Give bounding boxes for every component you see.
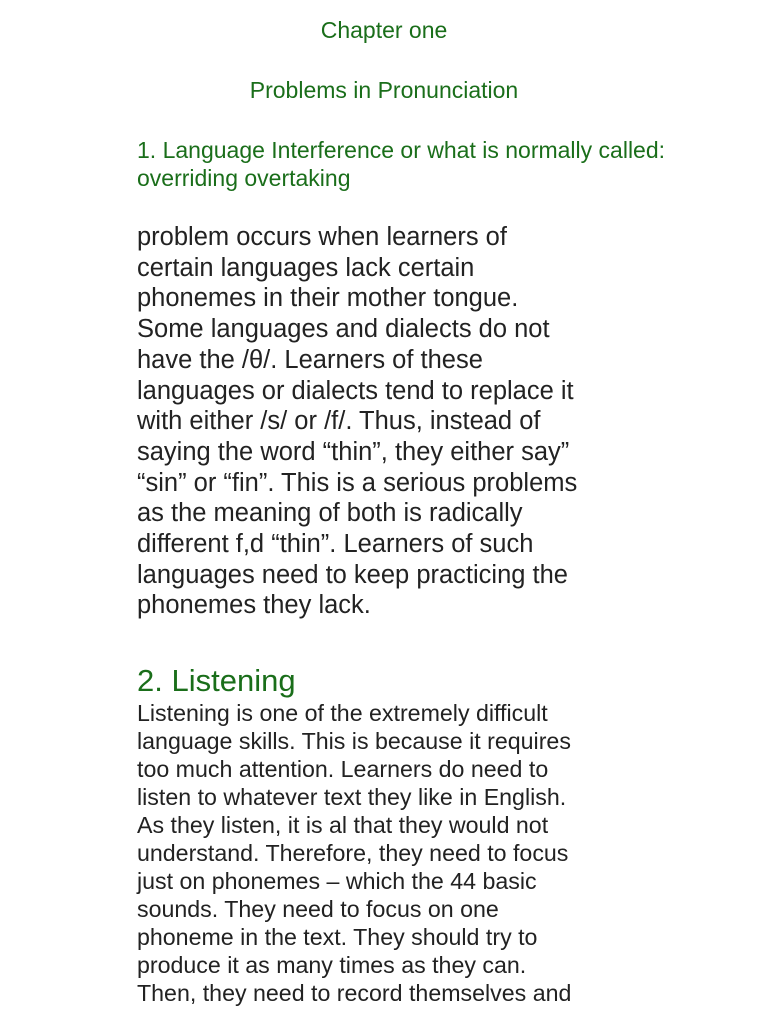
chapter-subtitle: Problems in Pronunciation xyxy=(249,77,519,103)
chapter-title: Chapter one xyxy=(320,17,448,43)
section-2-number: 2. xyxy=(137,663,163,698)
section-1-body: problem occurs when learners of certain languages lack certain phonemes in their mother tongue. Some languages and dialects do not have the /θ/. Learners of these languages or dialects tend to replace it with either /s/ or /f/. Thus, instead of saying the word “thin”, they either say” “sin” or “fin”. This is a serious problems as the meaning of both is radically different f,d “thin”. Learners of such languages need to keep practicing the phonemes they lack. xyxy=(137,223,578,620)
section-2-body: Listening is one of the extremely difficult language skills. This is because it requires too much attention. Learners do need to listen to whatever text they like in English. As they listen, it is al that they would not understand. Therefore, they need to focus just on phonemes – which the 44 basic sounds. They need to focus on one phoneme in the text. They should try to produce it as many times as they can. Then, they need to record themselves and xyxy=(137,700,572,1006)
section-2-heading xyxy=(137,662,657,700)
section-1-heading: 1. Language Interference or what is normally called: overriding overtaking xyxy=(137,137,666,191)
section-2-title: Listening xyxy=(171,663,296,698)
